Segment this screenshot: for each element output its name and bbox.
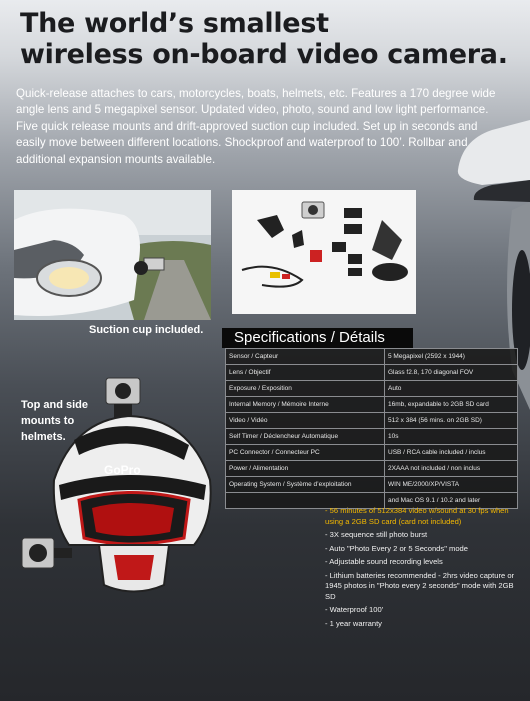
spec-value: WIN ME/2000/XP/VISTA bbox=[385, 477, 518, 493]
spec-value: USB / RCA cable included / inclus bbox=[385, 445, 518, 461]
table-row bbox=[226, 429, 518, 445]
table-row bbox=[226, 477, 518, 493]
spec-value: 5 Megapixel (2592 x 1944) bbox=[385, 349, 518, 365]
table-row bbox=[226, 397, 518, 413]
table-row bbox=[226, 461, 518, 477]
helmet-mounts-caption: Top and side mounts to helmets. bbox=[21, 399, 89, 443]
list-item: - Waterproof 100’ bbox=[325, 605, 384, 614]
list-item: - 56 minutes of 512x384 video w/sound at 30 fps when using a 2GB SD card (card not included) bbox=[325, 506, 509, 526]
list-item: - Auto "Photo Every 2 or 5 Seconds" mode bbox=[325, 543, 469, 553]
table-row bbox=[226, 445, 518, 461]
table-row bbox=[226, 381, 518, 397]
list-item: - Adjustable sound recording levels bbox=[325, 557, 443, 566]
spec-label: Video / Vidéo bbox=[226, 413, 385, 429]
spec-label: Lens / Objectif bbox=[226, 365, 385, 381]
page-title bbox=[20, 8, 520, 70]
spec-label: Self Timer / Déclencheur Automatique bbox=[226, 429, 385, 445]
list-item: - 3X sequence still photo burst bbox=[325, 530, 428, 539]
helmet-with-camera-image bbox=[14, 370, 244, 600]
kit-contents-photo bbox=[232, 190, 416, 314]
spec-value: 512 x 384 (56 mins. on 2GB SD) bbox=[385, 413, 518, 429]
product-description: Quick-release attaches to cars, motorcycles, boats, helmets, etc. Features a 170 degree wide angle lens and 5 megapixel sensor. Updated video, photo, sound and low light performance. Five quick release mounts and drift-approved suction cup included. Set up in seconds and easily move between different locations. Shockproof and waterproof to 100’. Rollbar and additional expansion mounts available. bbox=[16, 87, 496, 166]
specifications-table bbox=[225, 348, 518, 509]
spec-value: Auto bbox=[385, 381, 518, 397]
specifications-heading: Specifications / Détails bbox=[222, 328, 413, 348]
suction-cup-car-photo bbox=[14, 190, 211, 320]
title-line-2: wireless on-board video camera. bbox=[20, 39, 508, 70]
spec-value: and Mac OS 9.1 / 10.2 and later bbox=[385, 493, 518, 509]
spec-label: Sensor / Capteur bbox=[226, 349, 385, 365]
features-list bbox=[325, 506, 525, 632]
spec-label: Operating System / Système d’exploitation bbox=[226, 477, 385, 493]
spec-value: 16mb, expandable to 2GB SD card bbox=[385, 397, 518, 413]
list-item: - 1 year warranty bbox=[325, 618, 382, 628]
spec-label: Exposure / Exposition bbox=[226, 381, 385, 397]
list-item: - Lithium batteries recommended - 2hrs video capture or 1945 photos in "Photo every 2 seconds" mode with 2GB SD bbox=[325, 570, 515, 601]
suction-cup-caption: Suction cup included. bbox=[89, 324, 204, 336]
table-row bbox=[226, 365, 518, 381]
spec-label: PC Connector / Connecteur PC bbox=[226, 445, 385, 461]
spec-value: Glass f2.8, 170 diagonal FOV bbox=[385, 365, 518, 381]
spec-label: Internal Memory / Mémoire Interne bbox=[226, 397, 385, 413]
title-line-1: The world’s smallest bbox=[20, 8, 329, 39]
spec-value: 10s bbox=[385, 429, 518, 445]
spec-value: 2XAAA not included / non inclus bbox=[385, 461, 518, 477]
gopro-logo: GoPro bbox=[104, 463, 141, 477]
table-row bbox=[226, 413, 518, 429]
table-row bbox=[226, 349, 518, 365]
spec-label: Power / Alimentation bbox=[226, 461, 385, 477]
